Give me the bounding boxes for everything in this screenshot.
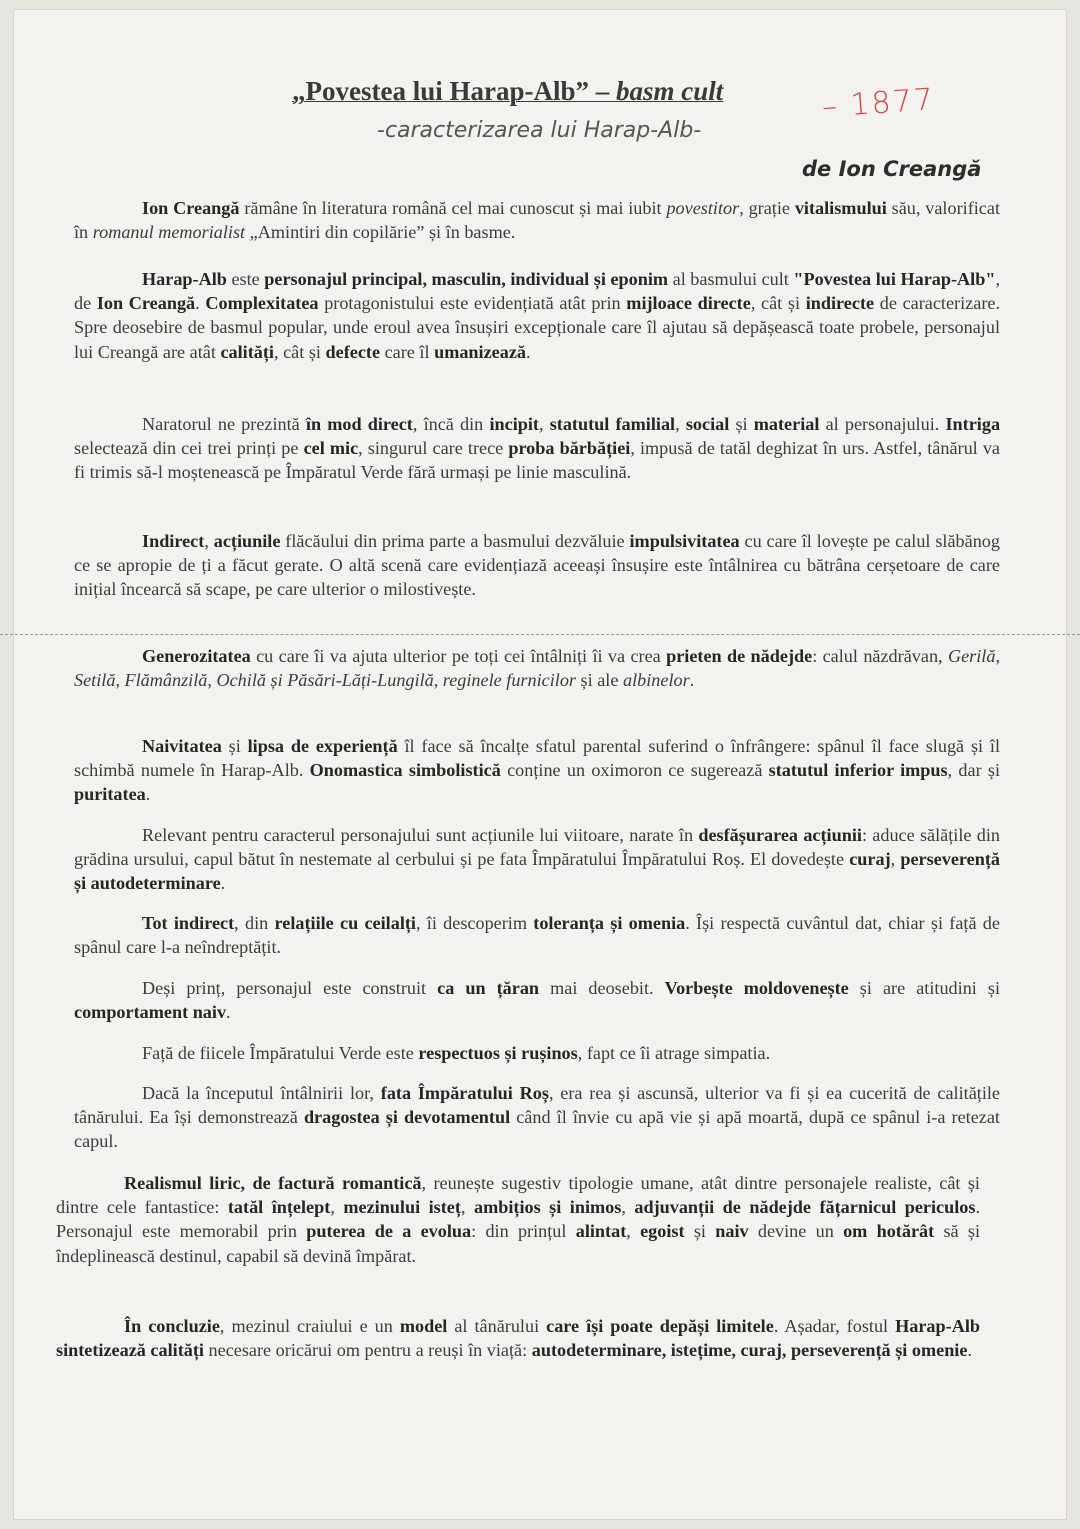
title-main: „Povestea lui Harap-Alb” –: [292, 76, 616, 106]
paragraph-daughters: Față de fiicele Împăratului Verde este respectuos și rușinos, fapt ce îi atrage simpatia.: [142, 1043, 771, 1063]
document-title: [292, 76, 723, 107]
paragraph-character-type: Harap-Alb este personajul principal, masculin, individual și eponim al basmului cult "Povestea lui Harap-Alb", de Ion Creangă. Complexitatea protagonistului este evidențiată atât prin mijloace directe, cât și indirecte de caracterizare. Spre deosebire de basmul popular, unde eroul avea însușiri excepționale care îl ajutau să depășească toate probele, personajul lui Creangă are atât calități, cât și defecte care îl umanizează.: [74, 269, 1000, 362]
document-author: de Ion Creangă: [802, 157, 982, 181]
paragraph-red-emperor-daughter: Dacă la începutul întâlnirii lor, fata Împăratului Roș, era rea și ascunsă, ulterior va fi și ea cucerită de calitățile tânărului. Ea își demonstrează dragostea și devotamentul când îl învie cu apă vie și apă moartă, după ce spânul i-a retezat capul.: [74, 1083, 1001, 1152]
paragraph-direct: Naratorul ne prezintă în mod direct, încă din incipit, statutul familial, social și material al personajului. Intriga selectează din cei trei prinți pe cel mic, singurul care trece proba bărbăției, impusă de tatăl deghizat în urs. Astfel, tânărul va fi trimis să-l moștenească pe Împăratul Verde fără urmași pe linie masculină.: [74, 414, 1001, 483]
paragraph-actions: Relevant pentru caracterul personajului sunt acțiunile lui viitoare, narate în desfășurarea acțiunii: aduce sălățile din grădina ursului, capul bătut în nestemate al cerbului și pe fata Împăratului Împăratului Roș. El dovedește curaj, perseverență și autodeterminare.: [74, 825, 1001, 894]
paragraph-generosity: Generozitatea cu care îi va ajuta ulterior pe toți cei întâlniți îi va crea prieten de nădejde: calul năzdrăvan, Gerilă, Setilă, Flămânzilă, Ochilă și Păsări-Lăți-Lungilă, reginele furnicilor și ale albinelor.: [74, 646, 1000, 691]
fold-line: [0, 634, 1080, 636]
handwritten-year: – 1877: [820, 82, 936, 125]
title-genre: basm cult: [616, 76, 724, 106]
paragraph-relations: Tot indirect, din relațiile cu ceilalți, îi descoperim toleranța și omenia. Își respectă cuvântul dat, chiar și față de spânul care l-a neîndreptățit.: [74, 913, 1000, 958]
paragraph-indirect: Indirect, acțiunile flăcăului din prima parte a basmului dezvăluie impulsivitatea cu care îl lovește pe calul slăbănog ce se apropie de ți a făcut gerate. O altă scenă care evidențiază aceeași însușire este întâlnirea cu bătrâna cerșetoare de care inițial încearcă să scape, pe care ulterior o milostivește.: [74, 531, 1000, 600]
paragraph-naivety: Naivitatea și lipsa de experiență îl face să încalțe sfatul parental suferind o înfrângere: spânul îl face slugă și îl schimbă numele în Harap-Alb. Onomastica simbolistică conține un oximoron ce sugerează statutul inferior impus, dar și puritatea.: [74, 736, 1001, 805]
paragraph-realism: Realismul liric, de factură romantică, reunește sugestiv tipologie umane, atât dintre personajele realiste, cât și dintre cele fantastice: tatăl înțelept, mezinului isteț, ambițios și inimos, adjuvanții de nădejde fățarnicul periculos. Personajul este memorabil prin puterea de a evolua: din prințul alintat, egoist și naiv devine un om hotărât să și îndeplinească destinul, capabil să devină împărat.: [56, 1173, 981, 1266]
paragraph-peasant: Deși prinț, personajul este construit ca un țăran mai deosebit. Vorbește moldovenește și are atitudini și comportament naiv.: [74, 978, 1001, 1023]
document-subtitle: -caracterizarea lui Harap-Alb-: [377, 118, 702, 143]
paragraph-intro: Ion Creangă rămâne în literatura română cel mai cunoscut și mai iubit povestitor, grație vitalismului său, valorificat în romanul memorialist „Amintiri din copilărie” și în basme.: [74, 198, 1000, 243]
paragraph-conclusion: În concluzie, mezinul craiului e un model al tânărului care își poate depăși limitele. Așadar, fostul Harap-Alb sintetizează calități necesare oricărui om pentru a reuși în viață: autodeterminare, istețime, curaj, perseverență și omenie.: [56, 1316, 980, 1361]
